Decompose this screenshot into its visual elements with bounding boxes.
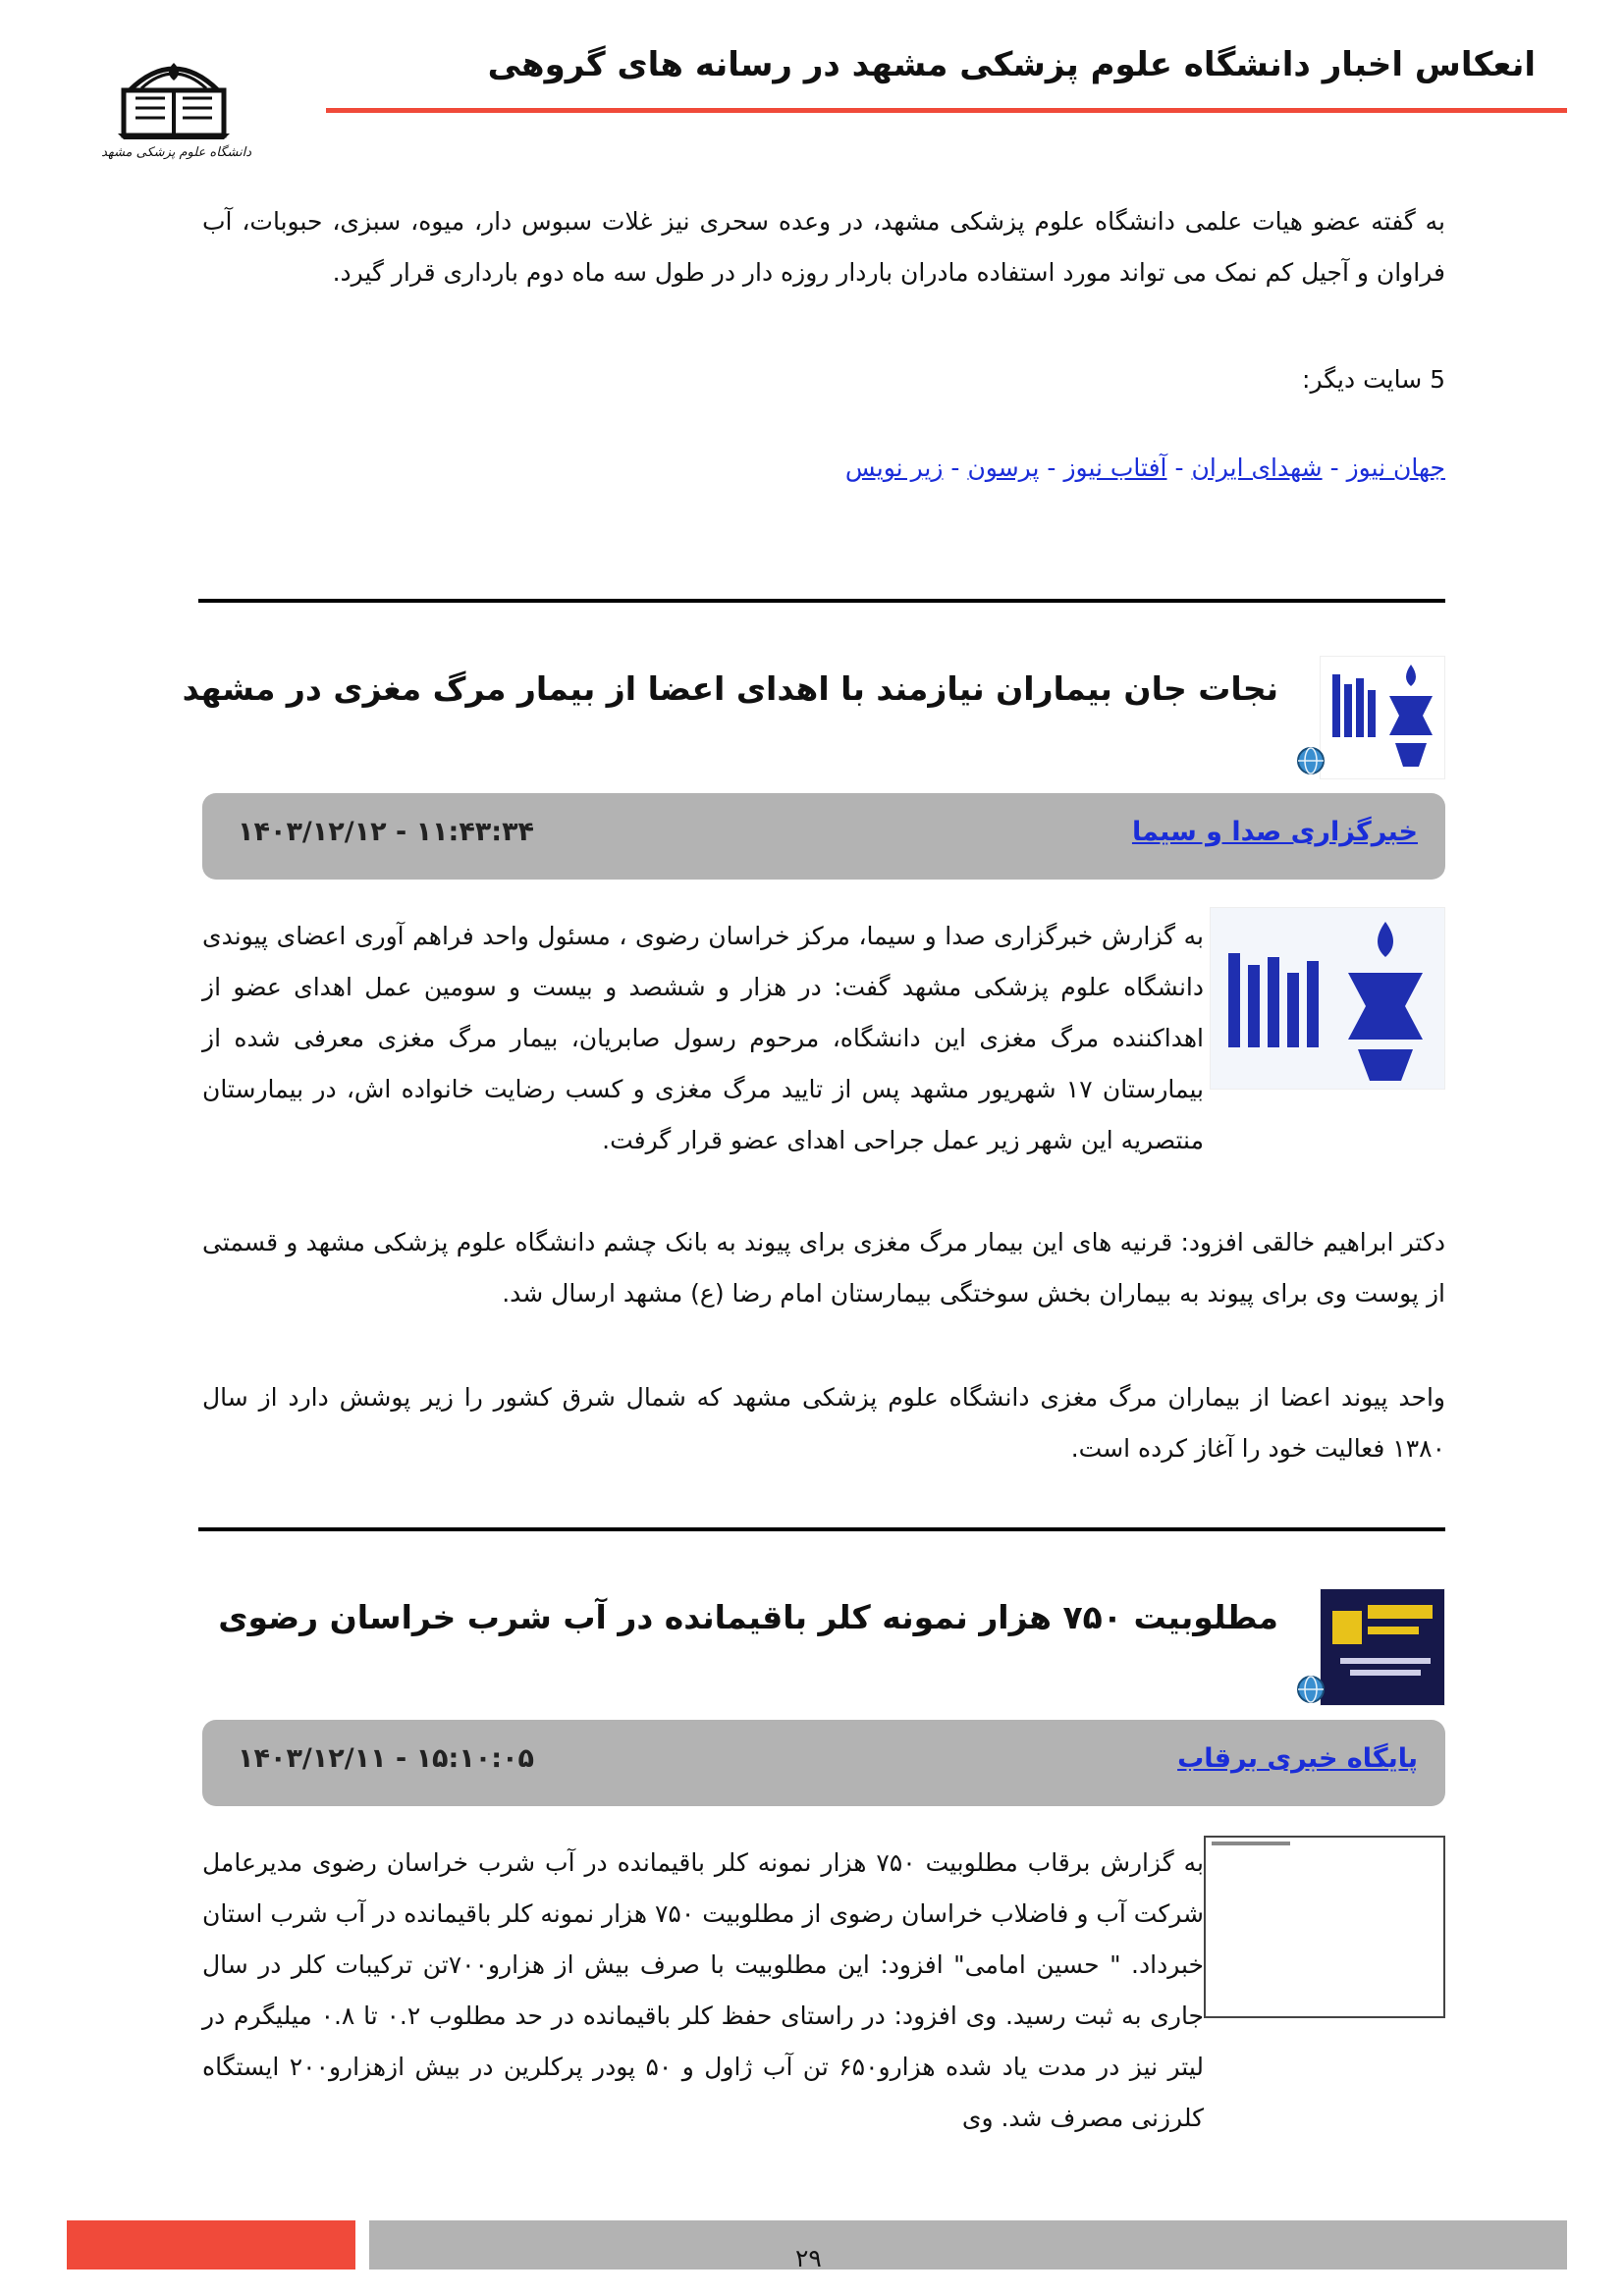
university-logo [101, 29, 251, 167]
article-2-source-bar [202, 1720, 1445, 1806]
intro-paragraph: به گفته عضو هیات علمی دانشگاه علوم پزشکی مشهد، در وعده سحری نیز غلات سبوس دار، میوه، سبزی، حبوبات، آب فراوان و آجیل کم نمک می تواند مورد استفاده مادران باردار روزه دار در طول سه ماه دوم بارداری قرار گیرد. [202, 207, 1445, 287]
article-2-title: مطلوبیت ۷۵۰ هزار نمونه کلر باقیمانده در آب شرب خراسان رضوی [218, 1598, 1278, 1636]
article-1-paragraph-2: دکتر ابراهیم خالقی افزود: قرنیه های این بیمار مرگ مغزی برای پیوند به بانک چشم دانشگاه علوم پزشکی مشهد و قسمتی از پوست وی برای پیوند به بیماران بخش سوختگی بیمارستان امام رضا (ع) مشهد ارسال شد. [202, 1228, 1445, 1308]
link-person[interactable]: پرسون [967, 454, 1040, 482]
article-2-paragraph-1: به گزارش برقاب مطلوبیت ۷۵۰ هزار نمونه کلر باقیمانده در آب شرب خراسان رضوی مدیرعامل شرکت آب و فاضلاب خراسان رضوی از مطلوبیت ۷۵۰ هزار نمونه کلر باقیمانده در آب شرب استان خبرداد. " حسین امامی" افزود: این مطلوبیت با صرف بیش از هزارو۷۰۰تن ترکیبات کلر در سال جاری به ثبت رسید. وی افزود: در راستای حفظ کلر باقیمانده در حد مطلوب ۰.۲ تا ۰.۸ میلیگرم در لیتر نیز در مدت یاد شده هزارو۶۵۰ تن آب ژاول و ۵۰ پودر پرکلرین در بیش ازهزارو۲۰۰ ایستگاه کلرزنی مصرف شد. وی [202, 1848, 1205, 2132]
broken-image-icon [1212, 1842, 1290, 1845]
other-sites-links [845, 454, 1445, 482]
page-header-title: انعکاس اخبار دانشگاه علوم پزشکی مشهد در رسانه های گروهی [487, 45, 1536, 84]
article-2-datetime: ۱۴۰۳/۱۲/۱۱ - ۱۵:۱۰:۰۵ [238, 1743, 535, 1774]
globe-icon [1296, 1675, 1326, 1704]
barghab-logo-icon [1321, 1589, 1444, 1705]
page-number: ۲۹ [795, 2244, 822, 2272]
article-2-source-link[interactable]: پایگاه خبری برقاب [1177, 1743, 1418, 1774]
other-sites-label: 5 سایت دیگر: [1302, 365, 1445, 394]
logo-caption: دانشگاه علوم پزشکی مشهد [101, 145, 251, 160]
section-divider [198, 599, 1445, 603]
link-separator: - [1329, 454, 1339, 482]
irib-logo-icon [1321, 657, 1444, 778]
article-2-source-logo [1320, 1588, 1445, 1706]
article-1-title: نجات جان بیماران نیازمند با اهدای اعضا از بیمار مرگ مغزی در مشهد [182, 669, 1278, 708]
irib-news-image-icon [1211, 908, 1444, 1089]
link-jahan-news[interactable]: جهان نیوز [1346, 454, 1445, 482]
link-separator: - [950, 454, 960, 482]
link-zir-nevis[interactable]: زیر نویس [844, 454, 944, 482]
article-1-datetime: ۱۴۰۳/۱۲/۱۲ - ۱۱:۴۳:۳۴ [238, 817, 535, 847]
link-separator: - [1174, 454, 1184, 482]
article-1-source-link[interactable]: خبرگزاری صدا و سیما [1131, 817, 1418, 847]
globe-icon [1296, 746, 1326, 775]
header-accent-rule [326, 108, 1567, 113]
article-1-source-logo [1320, 656, 1445, 779]
article-1-image [1210, 907, 1445, 1090]
section-divider [198, 1527, 1445, 1531]
article-2-image-placeholder [1204, 1836, 1445, 2018]
article-1-paragraph-1: به گزارش خبرگزاری صدا و سیما، مرکز خراسان رضوی ، مسئول واحد فراهم آوری اعضای پیوندی دانشگاه علوم پزشکی مشهد گفت: در هزار و ششصد و بیست و سومین عمل اهدای عضو از اهداکننده مرگ مغزی این دانشگاه، مرحوم رسول صابریان، بیمار مرگ مغزی معرفی شده از بیمارستان ۱۷ شهریور مشهد پس از تایید مرگ مغزی و کسب رضایت خانواده اش، در بیمارستان منتصریه این شهر زیر عمل جراحی اهدای عضو قرار گرفت. [202, 922, 1204, 1154]
footer-accent-block [67, 2220, 355, 2269]
article-1-paragraph-3: واحد پیوند اعضا از بیماران مرگ مغزی دانشگاه علوم پزشکی مشهد که شمال شرق کشور را زیر پوشش دارد از سال ۱۳۸۰ فعالیت خود را آغاز کرده است. [202, 1383, 1445, 1463]
link-separator: - [1047, 454, 1056, 482]
link-aftab-news[interactable]: آفتاب نیوز [1063, 454, 1167, 482]
link-shohadaye-iran[interactable]: شهدای ایران [1191, 454, 1323, 482]
footer-bar [369, 2220, 1567, 2269]
article-1-source-bar [202, 793, 1445, 880]
